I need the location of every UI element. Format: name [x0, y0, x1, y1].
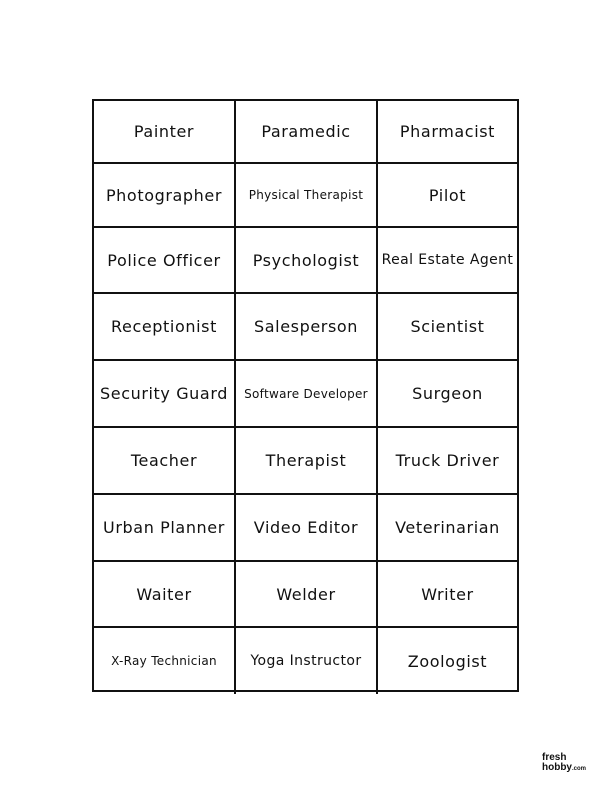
job-card: Truck Driver — [378, 428, 517, 495]
job-card: Police Officer — [94, 228, 236, 294]
job-card: Therapist — [236, 428, 378, 495]
job-card: Yoga Instructor — [236, 628, 378, 694]
job-card: X-Ray Technician — [94, 628, 236, 694]
job-card: Salesperson — [236, 294, 378, 361]
job-card: Physical Therapist — [236, 164, 378, 228]
job-card: Zoologist — [407, 651, 488, 671]
job-card: Receptionist — [94, 294, 236, 361]
logo-line-fresh: fresh — [542, 752, 567, 763]
freshhobby-logo — [542, 753, 600, 774]
job-card: Urban Planner — [94, 495, 236, 562]
job-card: Pilot — [378, 164, 517, 228]
job-card: Painter — [94, 101, 236, 164]
job-card: Veterinarian — [378, 495, 517, 562]
job-card: Photographer — [94, 164, 236, 228]
job-card-grid — [92, 99, 519, 692]
job-card: Teacher — [94, 428, 236, 495]
logo-tld: .com — [572, 766, 587, 772]
logo-word-hobby: hobby — [542, 762, 572, 773]
job-card: Waiter — [94, 562, 236, 628]
job-card: Software Developer — [236, 361, 378, 428]
job-card: Surgeon — [378, 361, 517, 428]
job-card: Psychologist — [236, 228, 378, 294]
job-card: Video Editor — [236, 495, 378, 562]
logo-line-hobby — [542, 763, 600, 774]
job-card: Welder — [236, 562, 378, 628]
job-card: Paramedic — [236, 101, 378, 164]
job-card: Security Guard — [94, 361, 236, 428]
job-card: Writer — [378, 562, 517, 628]
job-card: Pharmacist — [378, 101, 517, 164]
job-card: Real Estate Agent — [378, 228, 517, 294]
job-card: Scientist — [378, 294, 517, 361]
